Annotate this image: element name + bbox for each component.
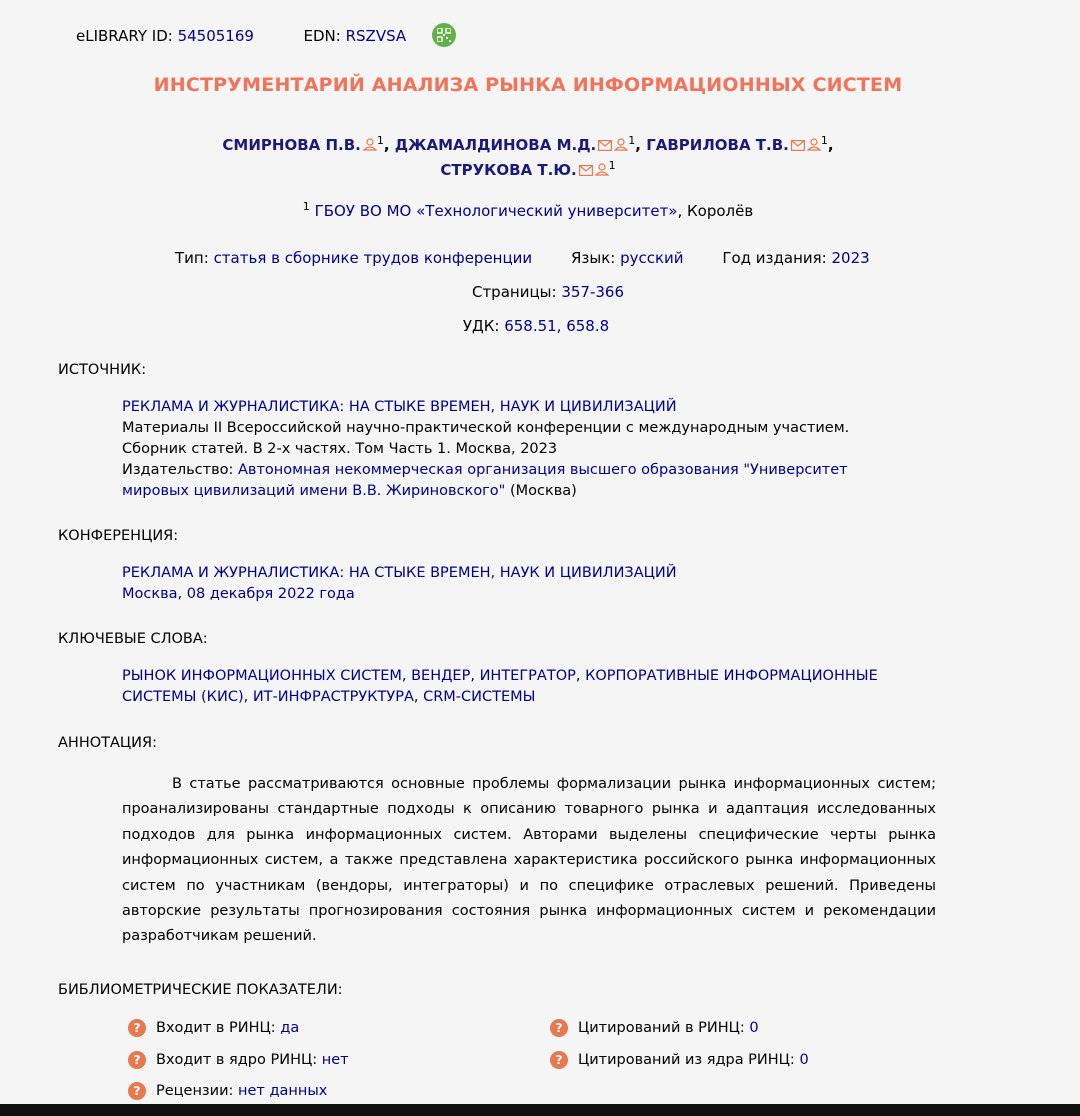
udk-label: УДК: (462, 317, 500, 335)
conference-title-link[interactable]: РЕКЛАМА И ЖУРНАЛИСТИКА: НА СТЫКЕ ВРЕМЕН, НАУК И ЦИВИЛИЗАЦИЙ (122, 565, 677, 581)
help-icon[interactable]: ? (550, 1019, 568, 1037)
edn-label: EDN: (303, 27, 341, 45)
udk-row (0, 317, 1072, 335)
biblio-core (128, 1051, 349, 1069)
source-title-link[interactable]: РЕКЛАМА И ЖУРНАЛИСТИКА: НА СТЫКЕ ВРЕМЕН, НАУК И ЦИВИЛИЗАЦИЙ (122, 399, 677, 415)
elibrary-id-label: eLIBRARY ID: (76, 27, 173, 45)
pages-value: 357-366 (561, 283, 625, 301)
annotation-heading: АННОТАЦИЯ: (58, 735, 157, 751)
core-value: нет (321, 1052, 349, 1068)
biblio-reviews (128, 1082, 327, 1100)
annotation-text: В статье рассматриваются основные проблемы формализации рынка информационных систем; проанализированы стандартные подходы к описанию товарного рынка и адаптация исследованных подходов для рынка информационных систем. Авторами выделены специфические черты рынка информационных систем, а также представлена характеристика российского рынка информационных систем по участникам (вендоры, интеграторы) и по специфике отраслевых решений. Приведены авторские результаты прогнозирования состояния рынка информационных систем и рекомендации разработчикам решений. (122, 776, 936, 945)
core-citations-value[interactable]: 0 (799, 1052, 809, 1068)
affiliation-sup: 1 (302, 200, 310, 213)
biblio-core-citations (550, 1051, 809, 1069)
core-label: Входит в ядро РИНЦ: (156, 1052, 318, 1068)
keyword-link[interactable]: РЫНОК ИНФОРМАЦИОННЫХ СИСТЕМ (122, 668, 402, 684)
rinc-value: да (280, 1020, 300, 1036)
keywords-heading: КЛЮЧЕВЫЕ СЛОВА: (58, 631, 208, 647)
keyword-link[interactable]: КОРПОРАТИВНЫЕ ИНФОРМАЦИОННЫЕ СИСТЕМЫ (КИС) (122, 668, 878, 705)
biblio-rinc (128, 1019, 299, 1037)
publisher-city: (Москва) (509, 483, 577, 499)
affiliation-city: , Королёв (677, 202, 754, 220)
pages-row (0, 283, 1080, 301)
help-icon[interactable]: ? (128, 1019, 146, 1037)
affiliation-org-link[interactable]: ГБОУ ВО МО «Технологический университет» (314, 202, 678, 220)
author-affil-sup-3: 1 (820, 134, 828, 147)
conference-block (122, 563, 677, 605)
keyword-link[interactable]: ИНТЕГРАТОР (479, 668, 576, 684)
citations-value[interactable]: 0 (749, 1020, 759, 1036)
article-title: ИНСТРУМЕНТАРИЙ АНАЛИЗА РЫНКА ИНФОРМАЦИОННЫХ СИСТЕМ (153, 74, 903, 96)
biblio-citations (550, 1019, 759, 1037)
author-profile-icon[interactable] (595, 162, 609, 180)
keywords-list: РЫНОК ИНФОРМАЦИОННЫХ СИСТЕМ, ВЕНДЕР, ИНТЕГРАТОР, КОРПОРАТИВНЫЕ ИНФОРМАЦИОННЫЕ СИСТЕМЫ (КИС), ИТ-ИНФРАСТРУКТУРА, CRM-СИСТЕМЫ (122, 668, 878, 705)
help-icon[interactable]: ? (128, 1082, 146, 1100)
reviews-value: нет данных (238, 1083, 328, 1099)
author-affil-sup-2: 1 (628, 134, 636, 147)
type-label: Тип: (175, 249, 209, 267)
authors-line-1: СМИРНОВА П.В. $^1$, ДЖАМАЛДИНОВА М.Д. $^1$, ГАВРИЛОВА Т.В. $^1$, (222, 134, 834, 154)
language-label: Язык: (570, 249, 616, 267)
author-profile-icon[interactable] (363, 137, 377, 155)
author-profile-icon[interactable] (614, 137, 628, 155)
author-link-3[interactable]: ГАВРИЛОВА Т.В. (646, 136, 789, 154)
keyword-link[interactable]: ВЕНДЕР (411, 668, 471, 684)
conference-place-date: Москва, 08 декабря 2022 года (122, 586, 355, 602)
source-desc-line-1: Материалы II Всероссийской научно-практической конференции с международным участием. (122, 420, 850, 436)
biblio-heading: БИБЛИОМЕТРИЧЕСКИЕ ПОКАЗАТЕЛИ: (58, 982, 343, 998)
pages-label: Страницы: (471, 283, 557, 301)
language-value: русский (620, 249, 684, 267)
elibrary-id-value: 54505169 (177, 27, 254, 45)
core-citations-label: Цитирований из ядра РИНЦ: (578, 1052, 795, 1068)
author-link-1[interactable]: СМИРНОВА П.В. (222, 136, 361, 154)
udk-value: 658.51, 658.8 (504, 317, 610, 335)
conference-heading: КОНФЕРЕНЦИЯ: (58, 528, 179, 544)
type-value: статья в сборнике трудов конференции (213, 249, 533, 267)
qr-code-icon[interactable] (432, 23, 456, 47)
author-profile-icon[interactable] (807, 137, 821, 155)
author-link-4[interactable]: СТРУКОВА Т.Ю. (440, 161, 577, 179)
year-value: 2023 (831, 249, 870, 267)
source-heading: ИСТОЧНИК: (58, 362, 147, 378)
help-icon[interactable]: ? (128, 1051, 146, 1069)
year-label: Год издания: (722, 249, 827, 267)
edn-link[interactable]: RSZVSA (345, 27, 407, 45)
citations-label: Цитирований в РИНЦ: (578, 1020, 745, 1036)
keyword-link[interactable]: ИТ-ИНФРАСТРУКТУРА (252, 689, 414, 705)
source-desc-line-2: Сборник статей. В 2-х частях. Том Часть 1. Москва, 2023 (122, 441, 558, 457)
mail-icon[interactable] (791, 137, 805, 155)
help-icon[interactable]: ? (550, 1051, 568, 1069)
publisher-link-cont[interactable]: мировых цивилизаций имени В.В. Жириновского" (122, 483, 506, 499)
publisher-link[interactable]: Автономная некоммерческая организация высшего образования "Университет (237, 462, 848, 478)
publisher-label: Издательство: (122, 462, 234, 478)
affiliation (0, 200, 1056, 220)
meta-row (175, 249, 904, 267)
screen-bottom-bar (0, 1104, 1080, 1116)
reviews-label: Рецензии: (156, 1083, 234, 1099)
mail-icon[interactable] (598, 137, 612, 155)
author-link-2[interactable]: ДЖАМАЛДИНОВА М.Д. (394, 136, 597, 154)
author-affil-sup-4: 1 (608, 159, 616, 172)
authors-line-2 (0, 159, 1056, 180)
author-affil-sup-1: 1 (376, 134, 384, 147)
keyword-link[interactable]: CRM-СИСТЕМЫ (423, 689, 536, 705)
mail-icon[interactable] (579, 162, 593, 180)
source-block (122, 397, 849, 502)
id-row (76, 27, 406, 45)
rinc-label: Входит в РИНЦ: (156, 1020, 276, 1036)
